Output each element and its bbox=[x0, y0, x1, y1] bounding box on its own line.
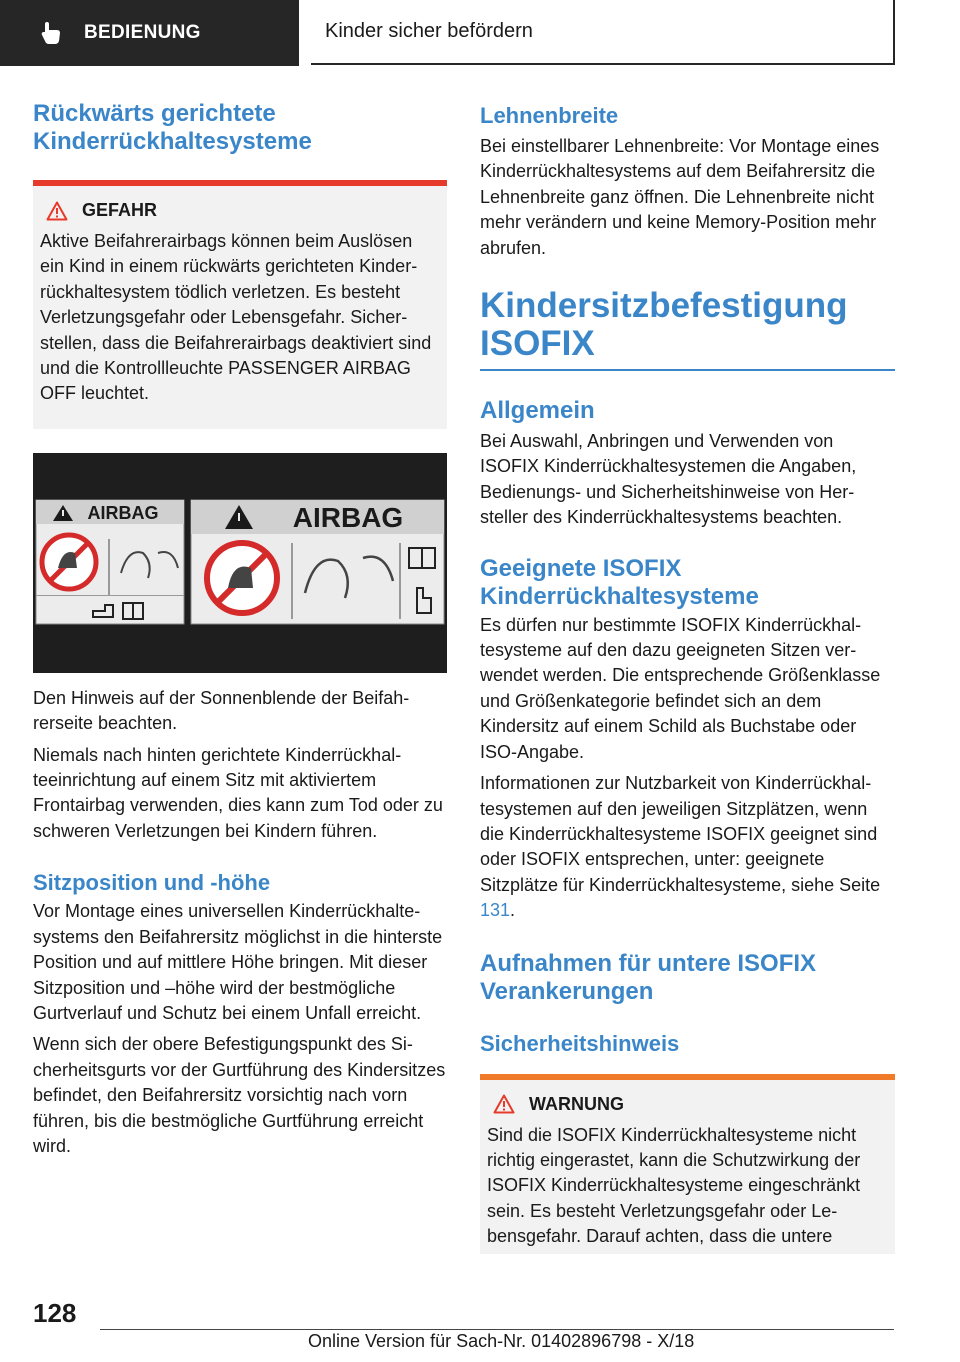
left-column bbox=[33, 100, 447, 1159]
para-sun-visor: Den Hinweis auf der Sonnenblende der Beifahrerseite beachten. bbox=[33, 687, 410, 734]
hand-pointer-icon bbox=[40, 21, 62, 45]
airbag-label-small: AIRBAG bbox=[87, 502, 159, 523]
danger-header bbox=[40, 200, 439, 221]
heading-rear-facing: Rückwärts gerichtete Kinderrückhaltesysteme bbox=[33, 100, 312, 155]
airbag-label-large: AIRBAG bbox=[292, 501, 404, 533]
para-seat-mount: Vor Montage eines universellen Kinderrückhaltesystems den Beifahrersitz möglichst in die hinterste Position und auf mittlere Höhe bringen. Mit dieser Sitzposition und –höhe wird der bestmögliche Gurtverlauf und Schutz bei einem Unfall erreicht. bbox=[33, 901, 443, 1023]
section-name: BEDIENUNG bbox=[84, 22, 201, 43]
footer-text: Online Version für Sach-Nr. 01402896798 - X/18 bbox=[308, 1331, 695, 1351]
para-suitable: Es dürfen nur bestimmte ISOFIX Kinderrückhaltesysteme auf den dazu geeigneten Sitzen verwendet werden. Die entsprechende Größenklasse und Größenkategorie befindet sich an dem Kindersitz auf einem Schild als Buchstabe oder ISO-Angabe. bbox=[480, 614, 881, 762]
page-ref-link[interactable]: 131 bbox=[480, 900, 511, 921]
right-column bbox=[480, 100, 895, 1254]
heading-suitable-isofix: Geeignete ISOFIX Kinderrückhaltesysteme bbox=[480, 554, 759, 610]
danger-box bbox=[33, 180, 447, 429]
page-number: 128 bbox=[33, 1298, 77, 1328]
footer-rule bbox=[100, 1329, 894, 1330]
warning-box bbox=[480, 1074, 895, 1254]
para-never-rear: Niemals nach hinten gerichtete Kinderrückhalteeinrichtung auf einem Sitz mit aktiviertem Frontairbag verwenden, dies kann zum Tod oder zu schweren Verletzungen bei Kindern führen. bbox=[33, 744, 443, 841]
para-usability-text: Informationen zur Nutzbarkeit von Kinderrückhaltesystemen auf den jeweiligen Sitzplätzen, wenn die Kinderrückhaltesysteme ISOFIX geeignet sind oder ISOFIX entsprechen, unter: geeignete Sitzplätze für Kinderrückhaltesysteme, siehe Seite bbox=[480, 773, 881, 895]
chapter-rule bbox=[480, 369, 895, 371]
heading-lower-anchorages: Aufnahmen für untere ISOFIX Verankerungen bbox=[480, 949, 817, 1005]
header-section-tab bbox=[0, 0, 299, 66]
warning-text: Sind die ISOFIX Kinderrückhaltesysteme nicht richtig eingerastet, kann die Schutzwirkung der ISOFIX Kinderrückhaltesysteme eingeschränkt sein. Es besteht Verletzungsgefahr oder Lebensgefahr. Darauf achten, dass die untere bbox=[487, 1124, 861, 1247]
para-general: Bei Auswahl, Anbringen und Verwenden von ISOFIX Kinderrückhaltesystemen die Angaben, Bedienungs- und Sicherheitshinweise von Hersteller des Kinderrückhaltesystems beachten. bbox=[480, 431, 857, 528]
danger-label: GEFAHR bbox=[82, 200, 158, 220]
chapter-isofix: Kindersitzbefestigung ISOFIX bbox=[480, 286, 848, 364]
heading-backrest-width: Lehnenbreite bbox=[480, 103, 619, 128]
warning-triangle-icon bbox=[46, 201, 68, 221]
para-usability bbox=[480, 771, 895, 923]
header-title-box bbox=[311, 0, 895, 65]
para-usability-end: . bbox=[510, 900, 516, 921]
heading-safety-note: Sicherheitshinweis bbox=[480, 1030, 680, 1056]
warning-triangle-icon bbox=[493, 1094, 515, 1114]
heading-seat-position: Sitzposition und -höhe bbox=[33, 870, 271, 896]
danger-text: Aktive Beifahrerairbags können beim Auslösen ein Kind in einem rückwärts gerichteten Kinderrückhaltesystem tödlich verletzen. Es besteht Verletzungsgefahr oder Lebensgefahr. Sicherstellen, dass die Beifahrerairbags deaktiviert sind und die Kontrollleuchte PASSENGER AIRBAG OFF leuchtet. bbox=[40, 231, 432, 404]
warning-label: WARNUNG bbox=[529, 1093, 624, 1114]
warning-header bbox=[487, 1094, 887, 1115]
para-backrest: Bei einstellbarer Lehnenbreite: Vor Montage eines Kinderrückhaltesystems auf dem Beifahrersitz die Lehnenbreite ganz öffnen. Die Lehnenbreite nicht mehr verändern und keine Memory-Position mehr abrufen. bbox=[480, 136, 880, 258]
para-belt-point: Wenn sich der obere Befestigungspunkt des Sicherheitsgurts vor der Gurtführung des Kindersitzes befindet, den Beifahrersitz vorsichtig nach vorn führen, bis die bestmögliche Gurtführung erreicht wird. bbox=[33, 1034, 446, 1156]
page-title: Kinder sicher befördern bbox=[325, 20, 533, 42]
heading-general: Allgemein bbox=[480, 397, 595, 425]
airbag-sticker-image bbox=[33, 453, 447, 673]
